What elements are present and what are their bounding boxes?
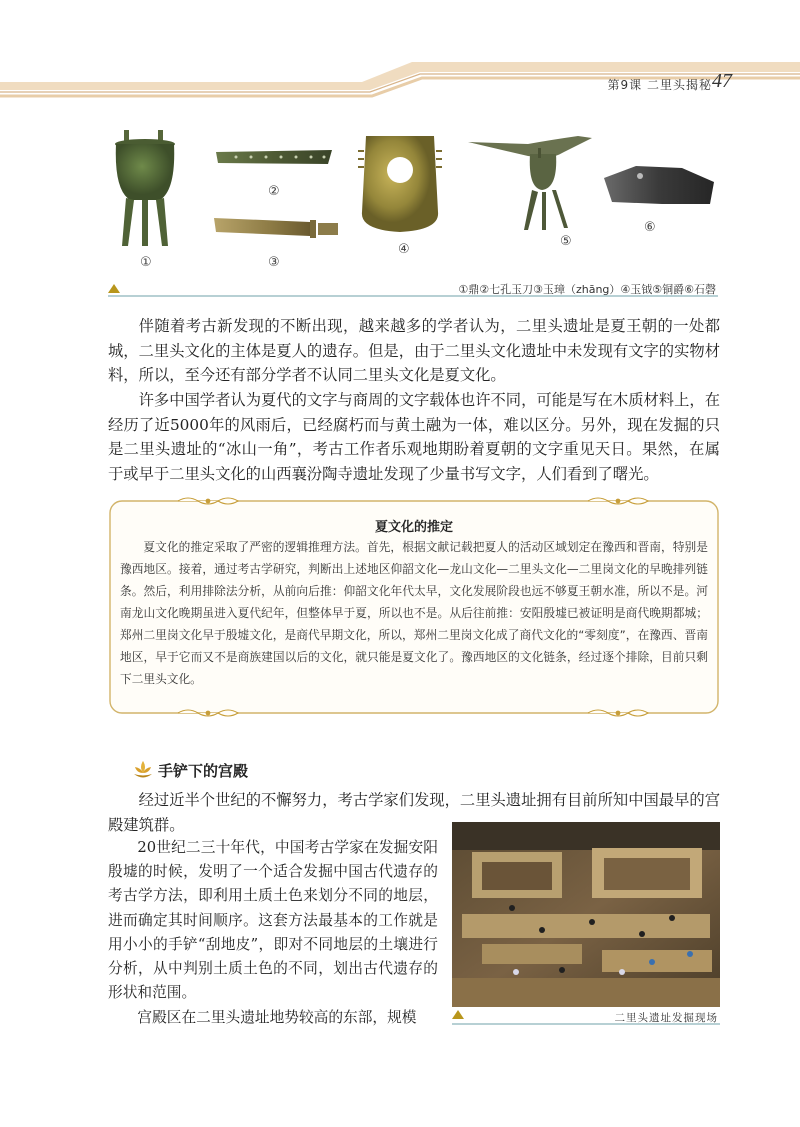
bronze-jue-image (468, 136, 594, 232)
photo-caption: 二里头遗址发掘现场 (614, 1012, 718, 1024)
page-number: 47 (712, 70, 732, 92)
excavation-photo (452, 822, 720, 1007)
paragraph-2: 许多中国学者认为夏代的文字与商周的文字载体也许不同，可能是写在木质材料上，在经历了近5000年的风雨后，已经腐朽而与黄土融为一体，难以区分。另外，现在发掘的只是二里头遗址的“冰山一角”，考古工作者乐观地期盼着夏朝的文字重见天日。果然，在属于或早于二里头文化的山西襄汾陶寺遗址发现了少量书写文字，人们看到了曙光。 (108, 391, 720, 483)
label-2: ② (268, 184, 280, 199)
paragraph-palace: 宫殿区在二里头遗址地势较高的东部，规模 (137, 1009, 417, 1026)
photo-caption-bar (452, 1007, 720, 1025)
jade-knife-image (216, 150, 332, 164)
lotus-icon (132, 759, 154, 781)
label-6: ⑥ (644, 220, 656, 235)
artifact-caption: ①鼎②七孔玉刀③玉璋（zhāng）④玉钺⑤铜爵⑥石磬 (458, 283, 716, 296)
paragraph-1: 伴随着考古新发现的不断出现，越来越多的学者认为，二里头遗址是夏王朝的一处都城，二里头文化的主体是夏人的遗存。但是，由于二里头文化遗址中未发现有文字的实物材料，所以，至今还有部分学者不认同二里头文化是夏文化。 (108, 317, 720, 385)
artifact-caption-bar (108, 281, 718, 297)
jade-zhang-image (214, 214, 340, 242)
artifact-figure (108, 122, 718, 287)
label-1: ① (140, 255, 152, 270)
ding-image (110, 130, 180, 248)
info-box-title: 夏文化的推定 (374, 520, 453, 535)
info-box-body: 夏文化的推定采取了严密的逻辑推理方法。首先，根据文献记载把夏人的活动区域划定在豫西和晋南，特别是豫西地区。接着，通过考古学研究，判断出上述地区仰韶文化—龙山文化—二里头文化—二里岗文化的早晚排列链条。然后，利用排除法分析，从前向后推：仰韶文化年代太早，文化发展阶段也远不够夏王朝水准，所以不是。河南龙山文化晚期虽进入夏代纪年，但整体早于夏，所以也不是。从后往前推：安阳殷墟已被证明是商代晚期都城；郑州二里岗文化早于殷墟文化，是商代早期文化，所以，郑州二里岗文化成了商代文化的“零刻度”，在豫西、晋南地区，早于它而又不是商族建国以后的文化，就只能是夏文化了。豫西地区的文化链条，经过逐个排除，目前只剩下二里头文化。 (120, 540, 708, 686)
label-4: ④ (398, 242, 410, 257)
section-intro: 经过近半个世纪的不懈努力，考古学家们发现，二里头遗址拥有目前所知中国最早的宫殿建筑群。 (108, 791, 720, 834)
label-3: ③ (268, 255, 280, 270)
section-title: 手铲下的宫殿 (158, 761, 249, 780)
triangle-marker-icon (108, 284, 120, 293)
section-heading (132, 759, 248, 781)
triangle-marker-icon (452, 1010, 464, 1019)
jade-yue-image (356, 132, 444, 234)
lesson-title: 第9课 二里头揭秘 (607, 78, 712, 92)
label-5: ⑤ (560, 234, 572, 249)
stone-qing-image (602, 164, 716, 208)
paragraph-method: 20世纪二三十年代，中国考古学家在发掘安阳殷墟的时候，发明了一个适合发掘中国古代遗存的考古学方法，即利用土质土色来划分不同的地层，进而确定其时间顺序。这套方法最基本的工作就是用小小的手铲“刮地皮”，即对不同地层的土壤进行分析，从中判别土质土色的不同，划出古代遗存的形状和范围。 (108, 839, 438, 1002)
